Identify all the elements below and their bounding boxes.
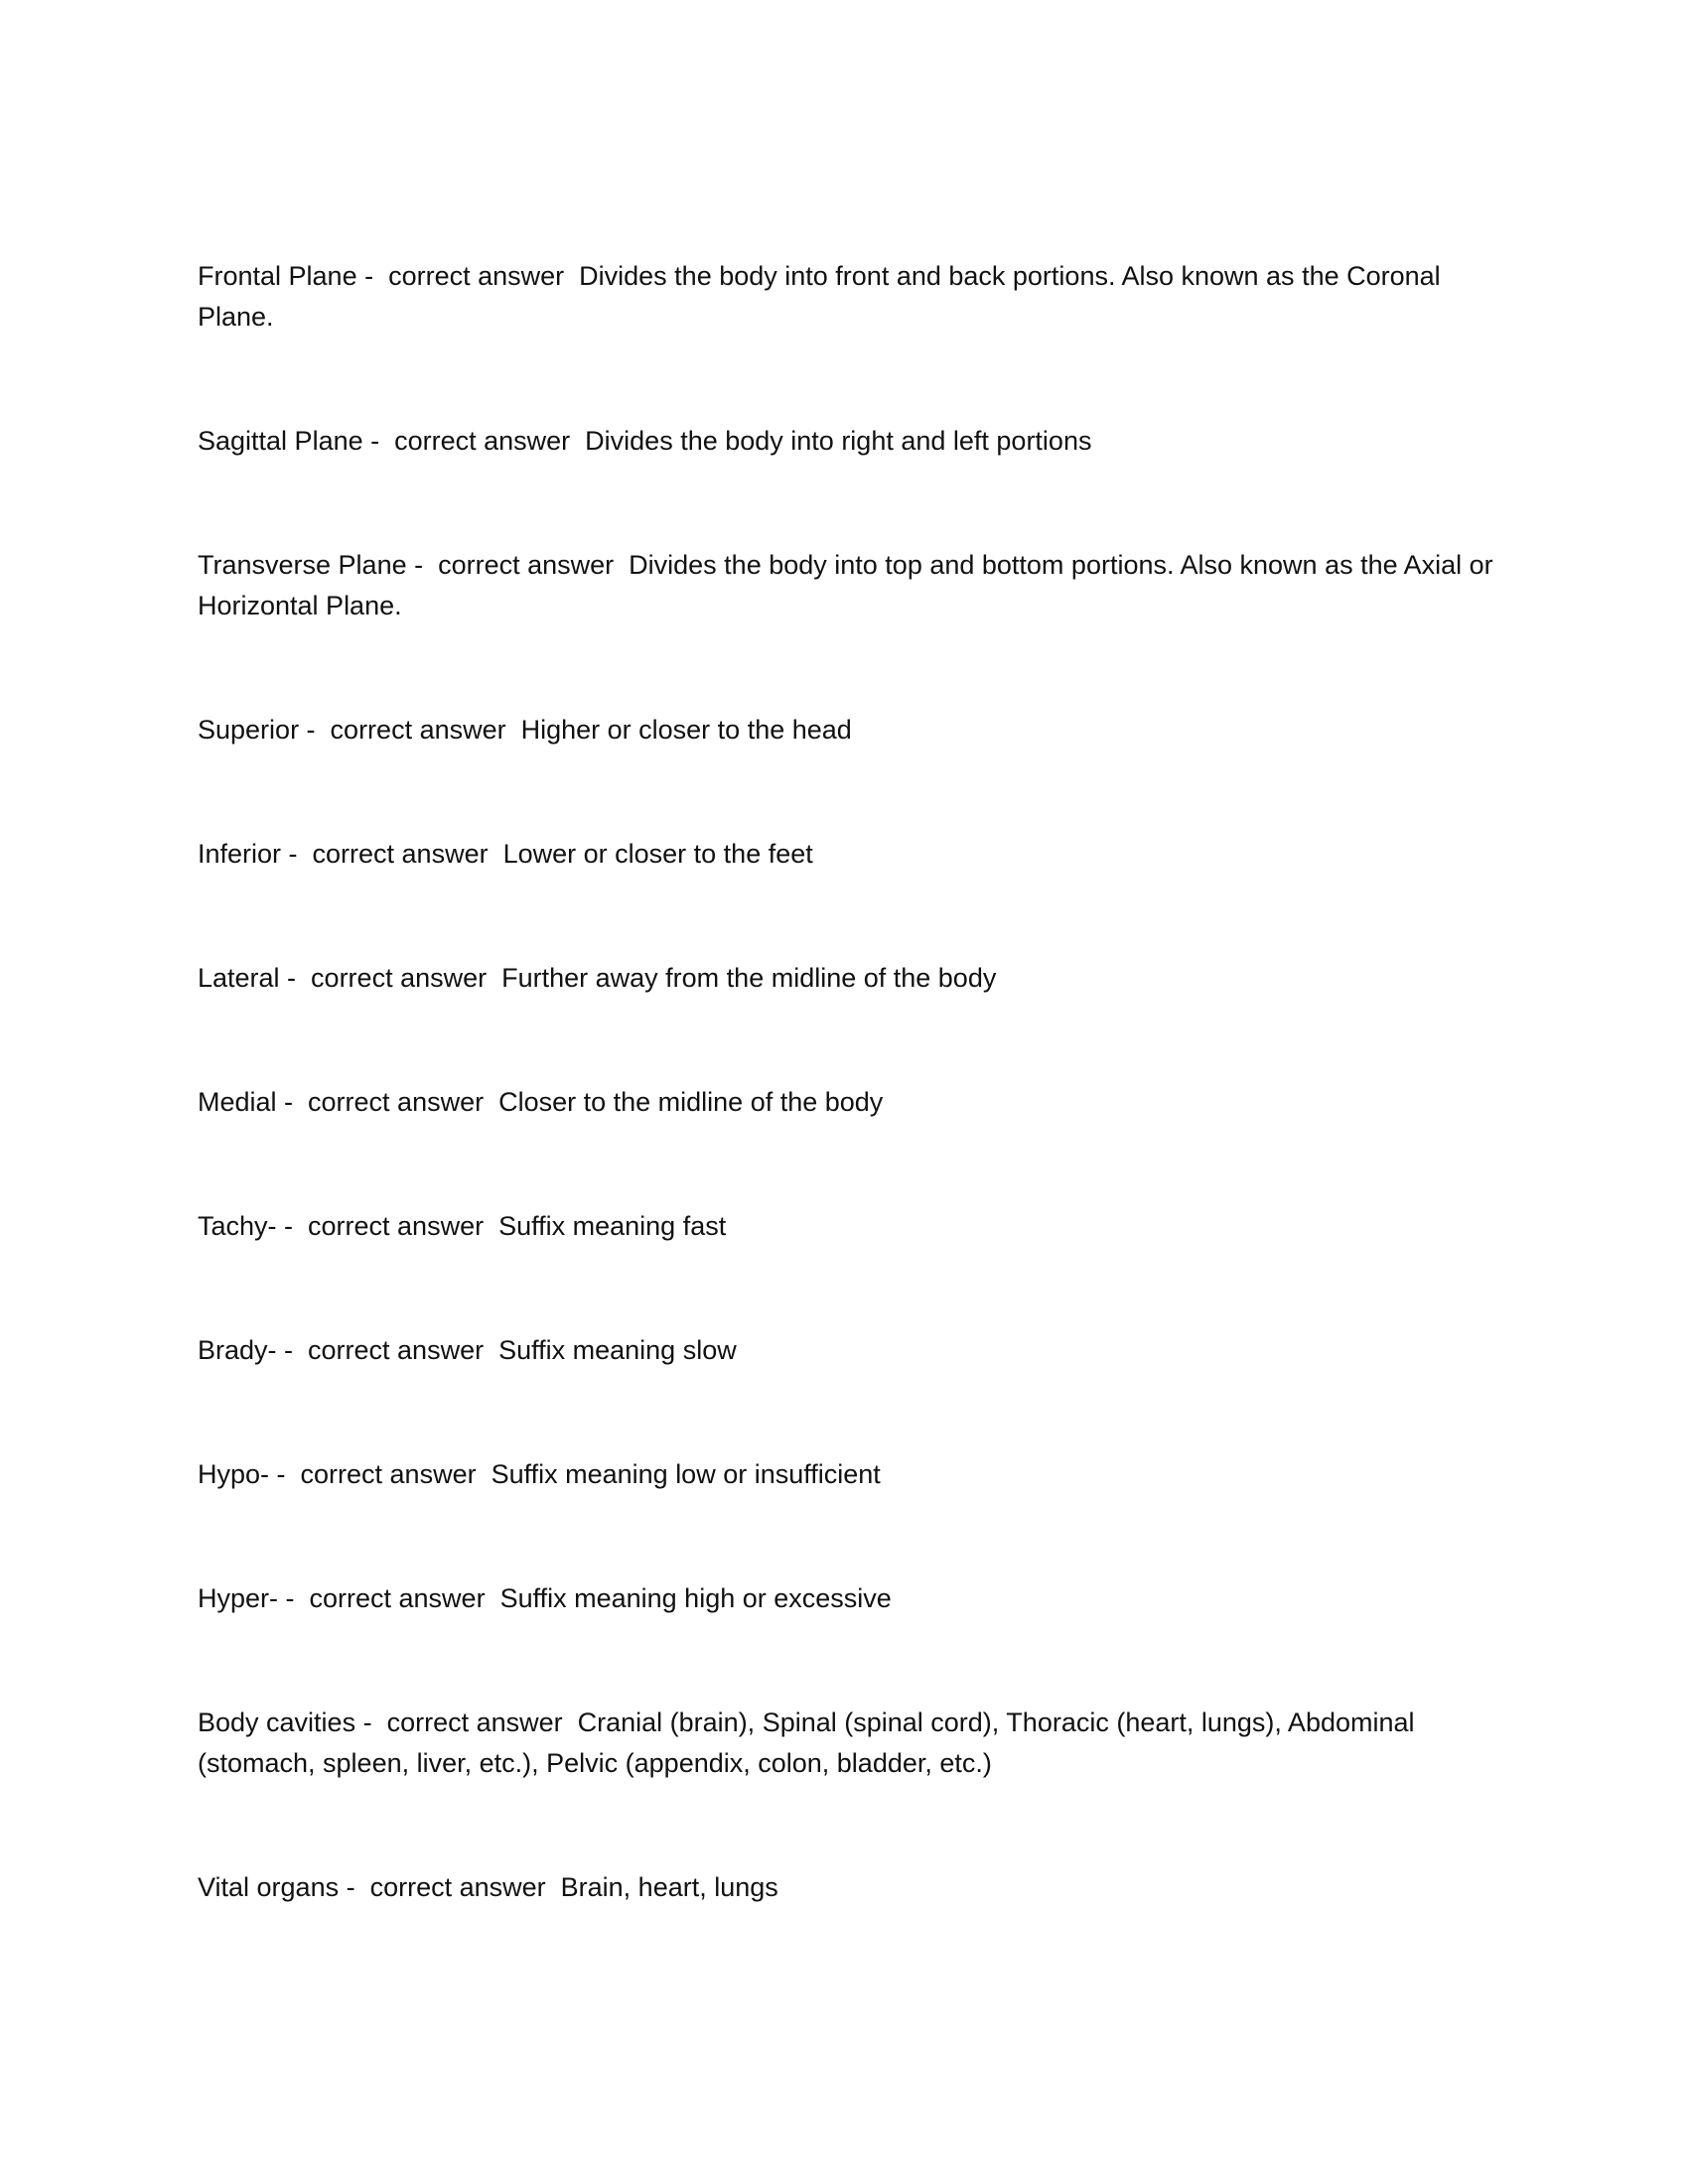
flashcard-list: [198, 256, 1501, 1908]
entry-frontal-plane: Frontal Plane - correct answer Divides the body into front and back portions. Also known as the Coronal Plane.: [198, 261, 1449, 332]
entry-tachy: Tachy- - correct answer Suffix meaning fast: [198, 1211, 727, 1241]
entry-brady: Brady- - correct answer Suffix meaning slow: [198, 1335, 737, 1365]
entry-inferior: Inferior - correct answer Lower or closer to the feet: [198, 839, 813, 869]
entry-vital-organs: Vital organs - correct answer Brain, heart, lungs: [198, 1872, 778, 1902]
entry-medial: Medial - correct answer Closer to the midline of the body: [198, 1087, 884, 1117]
entry-hyper: Hyper- - correct answer Suffix meaning high or excessive: [198, 1583, 892, 1613]
entry-lateral: Lateral - correct answer Further away from the midline of the body: [198, 963, 997, 993]
entry-superior: Superior - correct answer Higher or closer to the head: [198, 715, 852, 745]
entry-hypo: Hypo- - correct answer Suffix meaning low or insufficient: [198, 1459, 881, 1489]
entry-body-cavities: Body cavities - correct answer Cranial (brain), Spinal (spinal cord), Thoracic (heart, lungs), Abdominal (stomach, spleen, liver, etc.), Pelvic (appendix, colon, bladder, etc.): [198, 1707, 1423, 1778]
entry-sagittal-plane: Sagittal Plane - correct answer Divides the body into right and left portions: [198, 426, 1092, 456]
entry-transverse-plane: Transverse Plane - correct answer Divides the body into top and bottom portions. Also known as the Axial or Horizontal Plane.: [198, 550, 1501, 620]
